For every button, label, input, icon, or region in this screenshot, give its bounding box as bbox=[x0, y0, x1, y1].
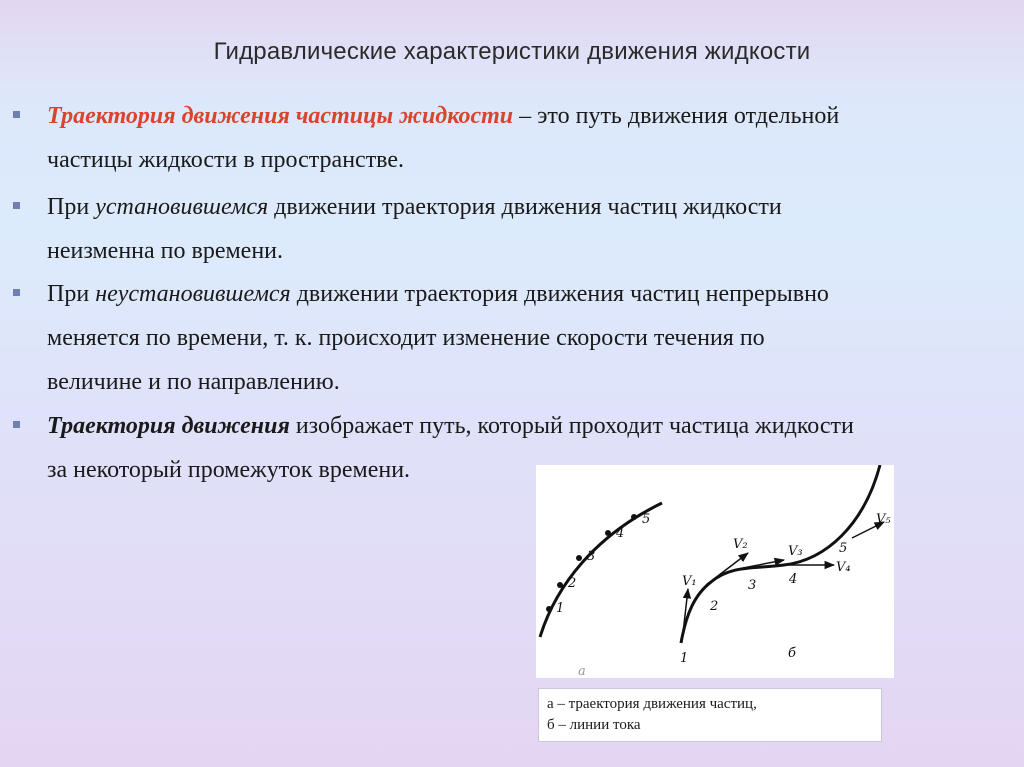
figure-label-b: б bbox=[788, 646, 796, 661]
term-unsteady: неустановившемся bbox=[95, 281, 291, 307]
bullet-line-text: изображает путь, который проходит частица жидкости bbox=[289, 413, 854, 439]
bullet-marker bbox=[13, 289, 20, 296]
bullet-marker bbox=[13, 111, 20, 118]
caption-line-b: б – линии тока bbox=[547, 717, 641, 733]
bullet-line: за некоторый промежуток времени. bbox=[47, 457, 411, 483]
trajectory-point bbox=[631, 514, 637, 520]
trajectory-figure bbox=[536, 465, 894, 678]
point-label-a: 5 bbox=[642, 512, 651, 527]
bullet-text bbox=[47, 94, 1012, 182]
bullet-line-text: При bbox=[47, 194, 96, 220]
term-steady: установившемся bbox=[95, 194, 269, 220]
point-label-a: 3 bbox=[587, 549, 596, 564]
velocity-label: V₄ bbox=[836, 560, 851, 575]
velocity-label: V₃ bbox=[788, 544, 803, 559]
bullet-line bbox=[47, 185, 1012, 229]
point-label-b: 2 bbox=[710, 599, 719, 614]
caption-line-a: а – траектория движения частиц, bbox=[547, 696, 757, 712]
bullet-line-text: При bbox=[47, 281, 96, 307]
figure-label-a: а bbox=[578, 664, 586, 678]
bullet-line-text: движении траектория движения частиц жидкости bbox=[268, 194, 782, 220]
bullet-text bbox=[47, 272, 1012, 404]
point-label-b: 5 bbox=[839, 541, 848, 556]
bullet-line: меняется по времени, т. к. происходит изменение скорости течения по bbox=[47, 325, 765, 351]
bullet-marker bbox=[13, 421, 20, 428]
bullet-line: неизменна по времени. bbox=[47, 238, 284, 264]
slide-title: Гидравлические характеристики движения жидкости bbox=[213, 38, 811, 65]
trajectory-point bbox=[557, 582, 563, 588]
velocity-label: V₂ bbox=[733, 537, 748, 552]
bullet-line bbox=[47, 94, 1012, 138]
bullet-line: частицы жидкости в пространстве. bbox=[47, 147, 405, 173]
trajectory-point bbox=[576, 555, 582, 561]
point-label-b: 3 bbox=[748, 578, 757, 593]
bullet-text bbox=[47, 185, 1012, 273]
term-trajectory-particle: Траектория движения частицы жидкости bbox=[47, 103, 514, 129]
bullet-line-text: – это путь движения отдельной bbox=[513, 103, 840, 129]
velocity-label: V₁ bbox=[682, 574, 697, 589]
term-trajectory: Траектория движения bbox=[47, 413, 290, 439]
point-label-a: 2 bbox=[568, 576, 577, 591]
trajectory-point bbox=[546, 606, 552, 612]
bullet-marker bbox=[13, 202, 20, 209]
figure-caption bbox=[538, 688, 882, 742]
bullet-line: величине и по направлению. bbox=[47, 369, 340, 395]
bullet-line-text: движении траектория движения частиц непрерывно bbox=[290, 281, 829, 307]
point-label-b: 1 bbox=[680, 651, 689, 666]
streamline-curve-b bbox=[681, 465, 880, 643]
point-label-a: 1 bbox=[556, 601, 565, 616]
point-label-b: 4 bbox=[789, 572, 798, 587]
bullet-line bbox=[47, 404, 1012, 448]
trajectory-point bbox=[605, 530, 611, 536]
point-label-a: 4 bbox=[616, 526, 625, 541]
velocity-label: V₅ bbox=[876, 512, 891, 527]
bullet-line bbox=[47, 272, 1012, 316]
